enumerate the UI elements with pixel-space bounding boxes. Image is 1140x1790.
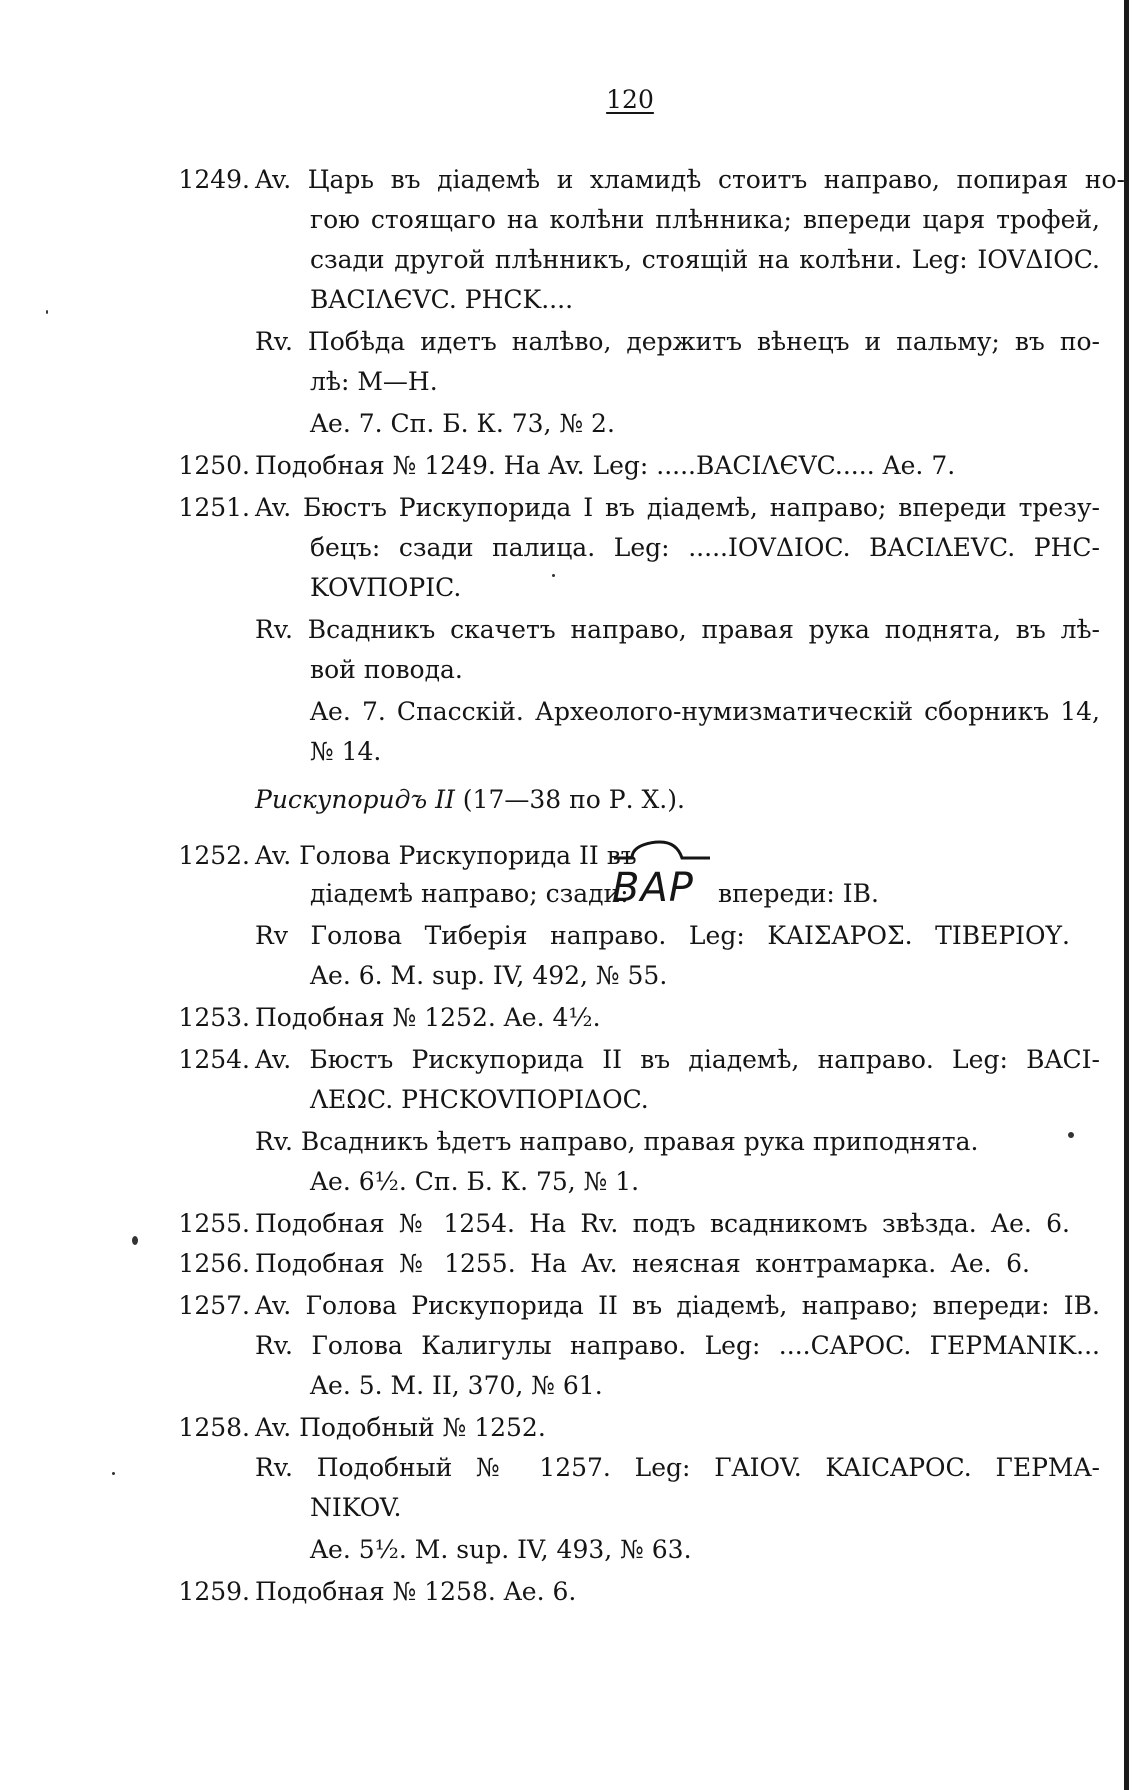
heading-dates: (17—38 по Р. Х.). xyxy=(462,785,685,814)
scan-speck xyxy=(112,1472,115,1475)
entry-text: Av. Царь въ діадемѣ и хламидѣ стоитъ направо, попирая но- xyxy=(255,165,1125,194)
entry-text: лѣ: M—H. xyxy=(310,367,438,396)
entry-line xyxy=(160,1244,1110,1284)
entry-number: 1249. xyxy=(178,165,250,194)
entry-line xyxy=(160,1408,1110,1448)
entry-number: 1255. xyxy=(178,1209,250,1238)
entry-number: 1257. xyxy=(178,1291,250,1320)
entry-text: Подобная № 1258. Ae. 6. xyxy=(255,1577,577,1606)
monogram-arch-icon xyxy=(612,838,712,862)
entry-number: 1254. xyxy=(178,1045,250,1074)
entry-text: Ae. 7. Сп. Б. К. 73, № 2. xyxy=(310,409,615,438)
entry-text: Подобная № 1252. Ae. 4½. xyxy=(255,1003,601,1032)
entry-line xyxy=(160,160,1125,200)
scan-speck xyxy=(46,310,48,314)
entry-line xyxy=(160,998,1110,1038)
entry-text: Rv Голова Тиберія направо. Leg: ΚΑΙΣΑΡΟΣ. ΤΙΒΕΡΙΟΥ. xyxy=(255,921,1070,950)
page-number: 120 xyxy=(606,85,654,114)
entry-text: Ae. 5. M. II, 370, № 61. xyxy=(310,1371,603,1400)
entry-text: Av. Бюстъ Рискупорида II въ діадемѣ, направо. Leg: BACI- xyxy=(255,1045,1100,1074)
entry-text: Rv. Побѣда идетъ налѣво, держитъ вѣнецъ и пальму; въ по- xyxy=(255,327,1100,356)
entry-text: Подобная № 1255. На Av. неясная контрамарка. Ae. 6. xyxy=(255,1249,1030,1278)
entry-number: 1250. xyxy=(178,451,250,480)
entry-text: Av. Подобный № 1252. xyxy=(255,1413,546,1442)
entry-text: Подобная № 1254. На Rv. подъ всадникомъ звѣзда. Ae. 6. xyxy=(255,1209,1070,1238)
entry-text: бецъ: сзади палица. Leg: .....IOVΔIOC. BACIΛEVC. PHC- xyxy=(310,533,1100,562)
entry-text: NIKOV. xyxy=(310,1493,402,1522)
entry-number: 1252. xyxy=(178,841,250,870)
entry-text: Av. Голова Рискупорида II въ діадемѣ, направо; впереди: IB. xyxy=(255,1291,1100,1320)
entry-number: 1259. xyxy=(178,1577,250,1606)
entry-line xyxy=(160,488,1110,528)
entry-number: 1256. xyxy=(178,1249,250,1278)
scan-speck xyxy=(1068,1132,1074,1138)
entry-line xyxy=(160,1572,1110,1612)
entry-text: KOVΠOPIC. xyxy=(310,573,462,602)
entry-text: Rv. Всадникъ ѣдетъ направо, правая рука приподнята. xyxy=(255,1127,979,1156)
entry-text: ΛΕΩC. PHCKOVΠOPIΔOC. xyxy=(310,1085,649,1114)
entry-text: Rv. Голова Калигулы направо. Leg: ....CAPOC. ΓΕΡΜΑΝΙΚ... xyxy=(255,1331,1100,1360)
heading-ruler-name: Рискупоридъ II xyxy=(255,785,455,814)
scan-speck xyxy=(552,574,555,577)
entry-text: BACIΛЄVC. PHCK.... xyxy=(310,285,574,314)
entry-text: Подобная № 1249. На Av. Leg: .....BACIΛЄVC..... Ae. 7. xyxy=(255,451,956,480)
entry-text: Ae. 5½. M. sup. IV, 493, № 63. xyxy=(310,1535,692,1564)
entry-text: вой повода. xyxy=(310,655,463,684)
entry-number: 1253. xyxy=(178,1003,250,1032)
monogram: ΒΑΡ xyxy=(612,865,694,911)
entry-text: Ae. 7. Спасскій. Археолого-нумизматическій сборникъ 14, xyxy=(310,697,1100,726)
entry-text: № 14. xyxy=(310,737,382,766)
entry-text: Av. Голова Рискупорида II въ xyxy=(255,841,637,870)
page-edge-rule xyxy=(1124,0,1129,1790)
entry-text: впереди: IB. xyxy=(718,879,879,908)
entry-text: Ae. 6½. Сп. Б. К. 75, № 1. xyxy=(310,1167,640,1196)
entry-number: 1251. xyxy=(178,493,250,522)
entry-text: гою стоящаго на колѣни плѣнника; впереди царя трофей, xyxy=(310,205,1100,234)
entry-line xyxy=(160,1204,1110,1244)
section-heading xyxy=(255,780,685,820)
entry-text: Rv. Всадникъ скачетъ направо, правая рука поднята, въ лѣ- xyxy=(255,615,1100,644)
entry-line xyxy=(160,446,1110,486)
entry-text: діадемѣ направо; сзади: xyxy=(310,879,629,908)
entry-text: Av. Бюстъ Рискупорида I въ діадемѣ, направо; впереди трезу- xyxy=(255,493,1100,522)
entry-text: Rv. Подобный № 1257. Leg: ΓΑΙΟV. KAICAPOC. ΓΕΡΜΑ- xyxy=(255,1453,1100,1482)
entry-line xyxy=(160,1286,1110,1326)
entry-number: 1258. xyxy=(178,1413,250,1442)
entry-text: Ae. 6. M. sup. IV, 492, № 55. xyxy=(310,961,668,990)
entry-line xyxy=(160,1040,1110,1080)
entry-text: сзади другой плѣнникъ, стоящій на колѣни. Leg: IOVΔIOC. xyxy=(310,245,1100,274)
scan-speck xyxy=(132,1236,138,1245)
